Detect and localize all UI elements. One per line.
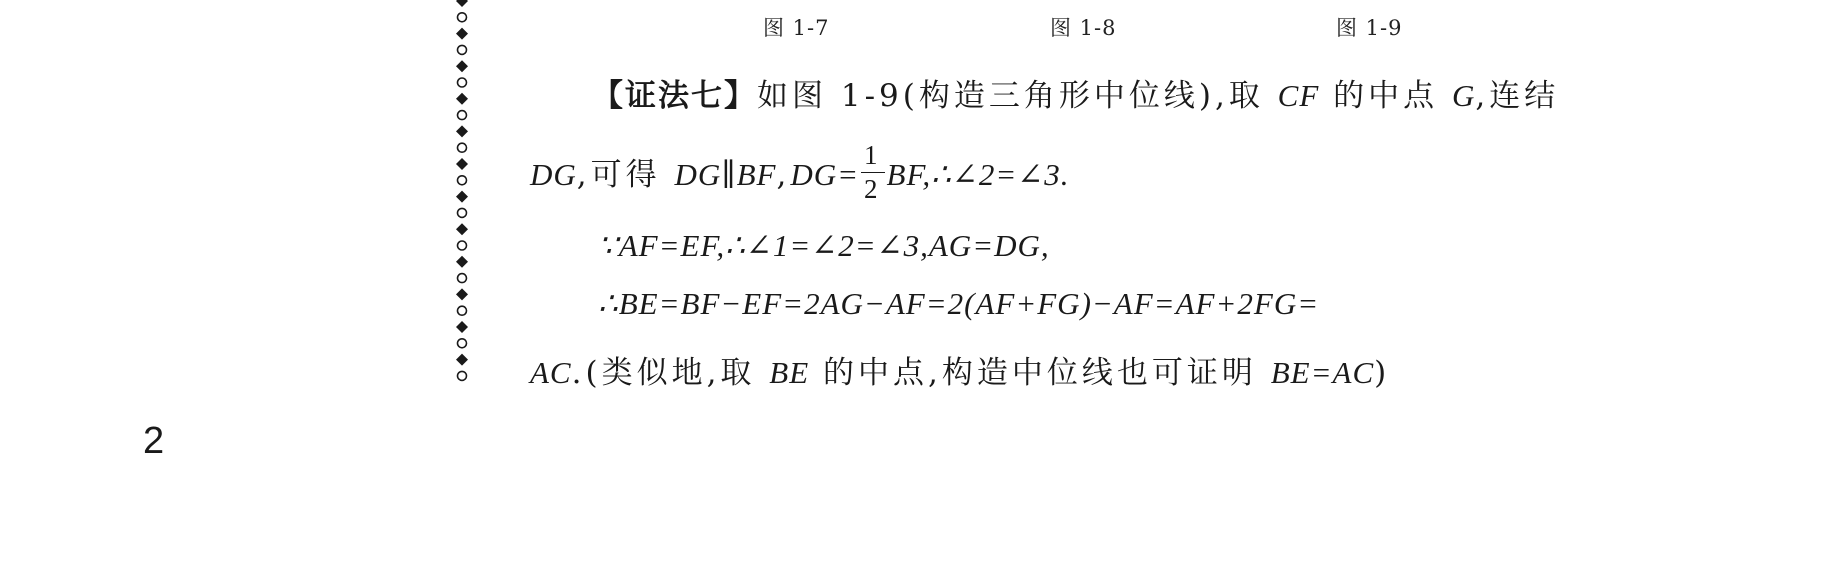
proof-line-5-text: .(类似地,取 [571, 355, 770, 391]
figure-caption-1-7: 图 1-7 [763, 16, 830, 40]
dg-equals: DG= [790, 157, 860, 192]
chain-circle [458, 13, 467, 22]
chain-circle [458, 45, 467, 54]
proof-label: 【证法七】 [592, 78, 757, 114]
chain-circle [458, 371, 467, 380]
fraction-denominator: 2 [864, 174, 882, 204]
decorative-border-chain [455, 0, 469, 386]
proof-line-1-mid: 的中点 [1319, 78, 1453, 114]
segment-ac: AC [530, 355, 572, 390]
chain-diamond [456, 158, 468, 170]
angle-conclusion: ,∴∠2=∠3. [922, 157, 1070, 192]
chain-circle [458, 176, 467, 185]
chain-diamond [456, 28, 468, 40]
fraction-one-half [861, 142, 885, 203]
proof-line-4: ∴BE=BF−EF=2AG−AF=2(AF+FG)−AF=AF+2FG= [598, 286, 1320, 321]
segment-bf: BF [886, 157, 923, 192]
segment-cf: CF [1277, 78, 1320, 113]
segment-dg: DG [530, 157, 577, 192]
chain-diamond [456, 0, 468, 7]
figure-caption-1-9: 图 1-9 [1336, 16, 1403, 40]
point-g: G [1452, 78, 1476, 113]
proof-line-5-mid: 的中点,构造中位线也可证明 [809, 355, 1271, 391]
chain-circle [458, 78, 467, 87]
chain-diamond [456, 125, 468, 137]
proof-line-1-end: ,连结 [1475, 78, 1560, 114]
parallel-statement: DG∥BF [674, 157, 777, 192]
segment-be: BE [769, 355, 810, 390]
comma: , [776, 157, 791, 193]
figure-caption-1-8: 图 1-8 [1050, 16, 1117, 40]
chain-circle [458, 241, 467, 250]
proof-line-5 [530, 347, 1390, 392]
be-equals-ac: BE=AC [1270, 355, 1375, 390]
proof-line-1-text: 如图 1-9(构造三角形中位线),取 [757, 78, 1278, 114]
page-number: 2 [143, 420, 165, 462]
proof-line-2-text: ,可得 [576, 157, 675, 193]
closing-paren: ) [1374, 355, 1391, 391]
chain-circle [458, 339, 467, 348]
chain-circle [458, 274, 467, 283]
chain-circle [458, 143, 467, 152]
chain-diamond [456, 288, 468, 300]
chain-diamond [456, 60, 468, 72]
chain-diamond [456, 191, 468, 203]
proof-line-2 [530, 140, 1070, 207]
chain-circle [458, 306, 467, 315]
fraction-numerator: 1 [861, 142, 885, 173]
chain-circle [458, 111, 467, 120]
chain-diamond [456, 354, 468, 366]
chain-diamond [456, 223, 468, 235]
proof-line-1 [592, 70, 1559, 115]
chain-diamond [456, 321, 468, 333]
chain-diamond [456, 256, 468, 268]
proof-line-3: ∵AF=EF,∴∠1=∠2=∠3,AG=DG, [598, 228, 1050, 263]
chain-diamond [456, 93, 468, 105]
chain-circle [458, 208, 467, 217]
